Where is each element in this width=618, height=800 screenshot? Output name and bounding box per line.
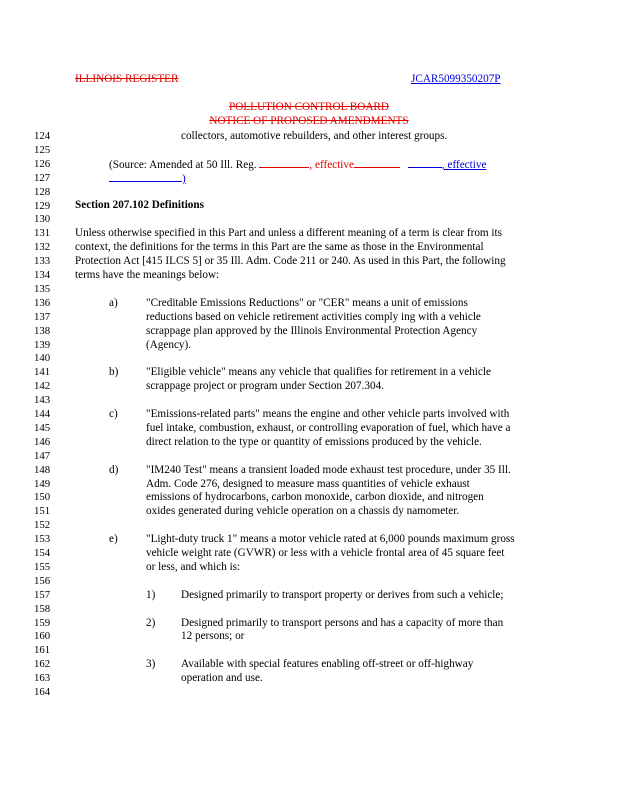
blank-red-2 xyxy=(354,157,400,168)
line-number: 155 xyxy=(34,561,51,573)
definition-line: direct relation to the type or quantity of emissions produced by the vehicle. xyxy=(146,436,482,448)
line-number: 136 xyxy=(34,297,51,309)
line-number: 147 xyxy=(34,450,51,462)
text-line-124: collectors, automotive rebuilders, and other interest groups. xyxy=(181,130,448,142)
definition-line: vehicle weight rate (GVWR) or less with a vehicle frontal area of 45 square feet xyxy=(146,547,505,559)
line-number: 149 xyxy=(34,478,51,490)
definition-line: or less, and which is: xyxy=(146,561,241,573)
line-number: 152 xyxy=(34,519,51,531)
line-number: 148 xyxy=(34,464,51,476)
subdefinition-line: Designed primarily to transport persons and has a capacity of more than xyxy=(181,617,504,629)
line-number: 141 xyxy=(34,366,51,378)
definition-line: scrappage project or program under Section 207.304. xyxy=(146,380,384,392)
intro-line: context, the definitions for the terms in this Part are the same as those in the Environmental xyxy=(75,241,484,253)
definition-line: fuel intake, combustion, exhaust, or controlling evaporation of fuel, which have a xyxy=(146,422,511,434)
line-number: 135 xyxy=(34,283,51,295)
line-number: 133 xyxy=(34,255,51,267)
line-number: 160 xyxy=(34,630,51,642)
line-number: 151 xyxy=(34,505,51,517)
line-number: 162 xyxy=(34,658,51,670)
definition-line: (Agency). xyxy=(146,339,192,351)
source-prefix: (Source: Amended at 50 Ill. Reg. xyxy=(109,159,260,171)
board-name: POLLUTION CONTROL BOARD xyxy=(229,101,389,113)
blank-blue-1 xyxy=(408,157,442,168)
line-number: 137 xyxy=(34,311,51,323)
intro-line: Unless otherwise specified in this Part and unless a different meaning of a term is clear from its xyxy=(75,227,502,239)
line-number: 126 xyxy=(34,158,51,170)
subdefinition-line: Available with special features enabling off-street or off-highway xyxy=(181,658,474,670)
line-number: 146 xyxy=(34,436,51,448)
subdefinition-label: 2) xyxy=(146,617,156,629)
definition-line: "IM240 Test" means a transient loaded mode exhaust test procedure, under 35 Ill. xyxy=(146,464,511,476)
effective-red: , effective xyxy=(309,159,354,171)
line-number: 144 xyxy=(34,408,51,420)
definition-line: scrappage plan approved by the Illinois Environmental Protection Agency xyxy=(146,325,478,337)
effective-blue: , effective xyxy=(441,159,487,171)
line-number: 130 xyxy=(34,213,51,225)
intro-line: terms have the meanings below: xyxy=(75,269,220,281)
line-number: 159 xyxy=(34,617,51,629)
line-number: 164 xyxy=(34,686,51,698)
notice-title: NOTICE OF PROPOSED AMENDMENTS xyxy=(209,115,409,127)
line-number: 161 xyxy=(34,644,51,656)
definition-line: emissions of hydrocarbons, carbon monoxide, carbon dioxide, and nitrogen xyxy=(146,491,484,503)
jcar-code: JCAR5099350207P xyxy=(411,73,501,85)
source-note xyxy=(109,157,486,172)
definition-line: "Emissions-related parts" means the engine and other vehicle parts involved with xyxy=(146,408,510,420)
line-number: 156 xyxy=(34,575,51,587)
line-number: 134 xyxy=(34,269,51,281)
line-number: 138 xyxy=(34,325,51,337)
line-number: 129 xyxy=(34,200,51,212)
line-number: 139 xyxy=(34,339,51,351)
section-title: Section 207.102 Definitions xyxy=(75,199,204,211)
line-number: 153 xyxy=(34,533,51,545)
blank-red-1 xyxy=(259,157,309,168)
subdefinition-line: Designed primarily to transport property or derives from such a vehicle; xyxy=(181,589,504,601)
intro-line: Protection Act [415 ILCS 5] or 35 Ill. Adm. Code 211 or 240. As used in this Part, the following xyxy=(75,255,506,267)
definition-label: e) xyxy=(109,533,118,545)
subdefinition-line: 12 persons; or xyxy=(181,630,245,642)
line-number: 140 xyxy=(34,352,51,364)
line-number: 158 xyxy=(34,603,51,615)
line-number: 142 xyxy=(34,380,51,392)
line-number: 157 xyxy=(34,589,51,601)
line-number: 150 xyxy=(34,491,51,503)
line-number: 127 xyxy=(34,172,51,184)
definition-label: c) xyxy=(109,408,118,420)
subdefinition-label: 3) xyxy=(146,658,156,670)
source-suffix: ) xyxy=(182,173,186,185)
definition-line: "Eligible vehicle" means any vehicle that qualifies for retirement in a vehicle xyxy=(146,366,491,378)
subdefinition-label: 1) xyxy=(146,589,156,601)
definition-label: a) xyxy=(109,297,118,309)
source-note-end xyxy=(109,171,186,186)
subdefinition-line: operation and use. xyxy=(181,672,263,684)
line-number: 163 xyxy=(34,672,51,684)
line-number: 154 xyxy=(34,547,51,559)
definition-line: oxides generated during vehicle operation on a chassis dy namometer. xyxy=(146,505,460,517)
line-number: 132 xyxy=(34,241,51,253)
line-number: 125 xyxy=(34,144,51,156)
definition-line: Adm. Code 276, designed to measure mass quantities of vehicle exhaust xyxy=(146,478,470,490)
definition-label: d) xyxy=(109,464,119,476)
register-title: ILLINOIS REGISTER xyxy=(75,73,179,85)
definition-line: "Light-duty truck 1" means a motor vehicle rated at 6,000 pounds maximum gross xyxy=(146,533,515,545)
line-number: 145 xyxy=(34,422,51,434)
line-number: 128 xyxy=(34,186,51,198)
line-number: 131 xyxy=(34,227,51,239)
definition-label: b) xyxy=(109,366,119,378)
definition-line: reductions based on vehicle retirement activities comply ing with a vehicle xyxy=(146,311,481,323)
line-number: 124 xyxy=(34,130,51,142)
line-number: 143 xyxy=(34,394,51,406)
blank-blue-2 xyxy=(109,171,182,182)
definition-line: "Creditable Emissions Reductions" or "CER" means a unit of emissions xyxy=(146,297,468,309)
